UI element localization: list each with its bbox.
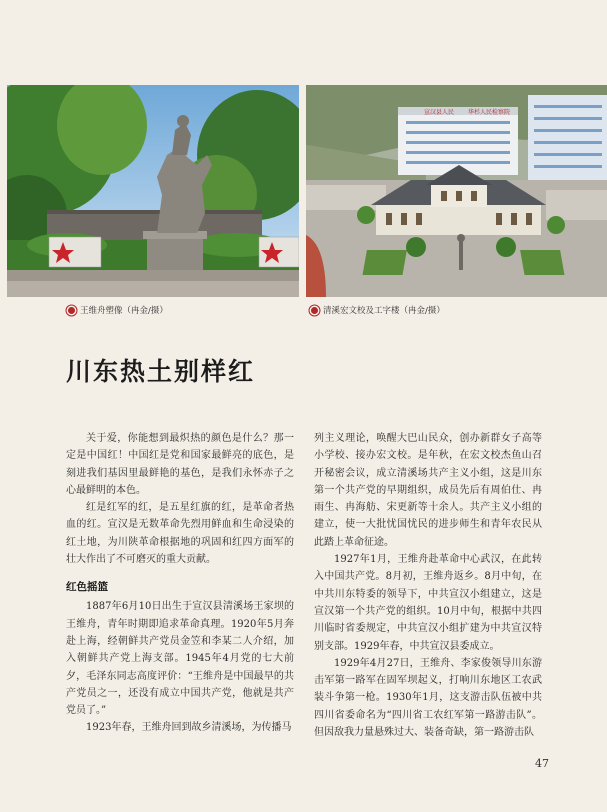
paragraph: 关于爱，你能想到最炽热的颜色是什么？那一定是中国红！中国红是党和国家最鲜亮的底色，是刻进我们基因里最鲜艳的基色，是我们永怀赤子之心最鲜明的本色。 [66, 433, 294, 496]
caption-bullet-icon [311, 307, 318, 314]
photo-caption-left [68, 304, 168, 316]
building-sign-2: 华杉人民检察院 [468, 109, 511, 116]
article-column-left [66, 430, 294, 737]
caption-text: 王维舟塑像（冉金/摄） [80, 306, 168, 316]
page-number: 47 [535, 757, 549, 770]
caption-bullet-icon [68, 307, 75, 314]
statue-illustration [7, 85, 299, 297]
paragraph: 1887年6月10日出生于宣汉县清溪场王家坝的王维舟，青年时期即追求革命真理。1920年5月奔赴上海，经朝鲜共产党员金笠和李某二人介绍，加入朝鲜共产党上海支部。1945年4月党的七大前夕，毛泽东同志高度评价：“王维舟是中国最早的共产党员之一，还没有成立中国共产党，他就是共产党员了。” [66, 601, 294, 717]
article-column-right [314, 430, 542, 741]
section-heading: 红色摇篮 [66, 581, 108, 594]
article-title: 川东热土别样红 [66, 357, 256, 386]
building-sign-1: 宣汉县人民 [424, 109, 455, 116]
paragraph: 1923年春，王维舟回到故乡清溪场，为传播马 [86, 722, 292, 734]
paragraph: 列主义理论，唤醒大巴山民众，创办新群女子高等小学校、接办宏文校。是年秋，在宏文校杰鱼山召开秘密会议，成立清溪场共产主义小组，这是川东第一个共产党的早期组织，成员先后有周伯仕、冉雨生、冉海舫、宋更新等十余人。共产主义小组的建立，使一大批忧国忧民的进步师生和青年农民从此踏上革命征途。 [314, 433, 542, 548]
photo-hongwen-school [306, 85, 607, 297]
paragraph: 1927年1月，王维舟赴革命中心武汉，在此转入中国共产党。8月初，王维舟返乡。8月中旬，在中共川东特委的领导下，中共宣汉小组建立，这是宣汉第一个共产党的组织。10月中旬，根据中共四川临时省委规定，中共宣汉小组扩建为中共宣汉特别支部。1929年春，中共宣汉县委成立。 [314, 554, 542, 652]
paragraph: 红是红军的红，是五星红旗的红，是革命者热血的红。宣汉是无数革命先烈用鲜血和生命浸染的红土地，为川陕革命根据地的巩固和红四方面军的壮大作出了不可磨灭的重大贡献。 [66, 502, 294, 566]
photo-caption-right [311, 304, 445, 316]
photo-wang-weizhou-statue [7, 85, 299, 297]
paragraph: 1929年4月27日，王维舟、李家俊领导川东游击军第一路军在固军坝起义，打响川东地区工农武装斗争第一枪。1930年1月，这支游击队伍被中共四川省委命名为“四川省工农红军第一路游击队”。但因敌我力量悬殊过大、装备奇缺，第一路游击队 [314, 657, 542, 739]
school-illustration [306, 85, 607, 297]
caption-text: 清溪宏文校及工字楼（冉金/摄） [323, 306, 445, 316]
